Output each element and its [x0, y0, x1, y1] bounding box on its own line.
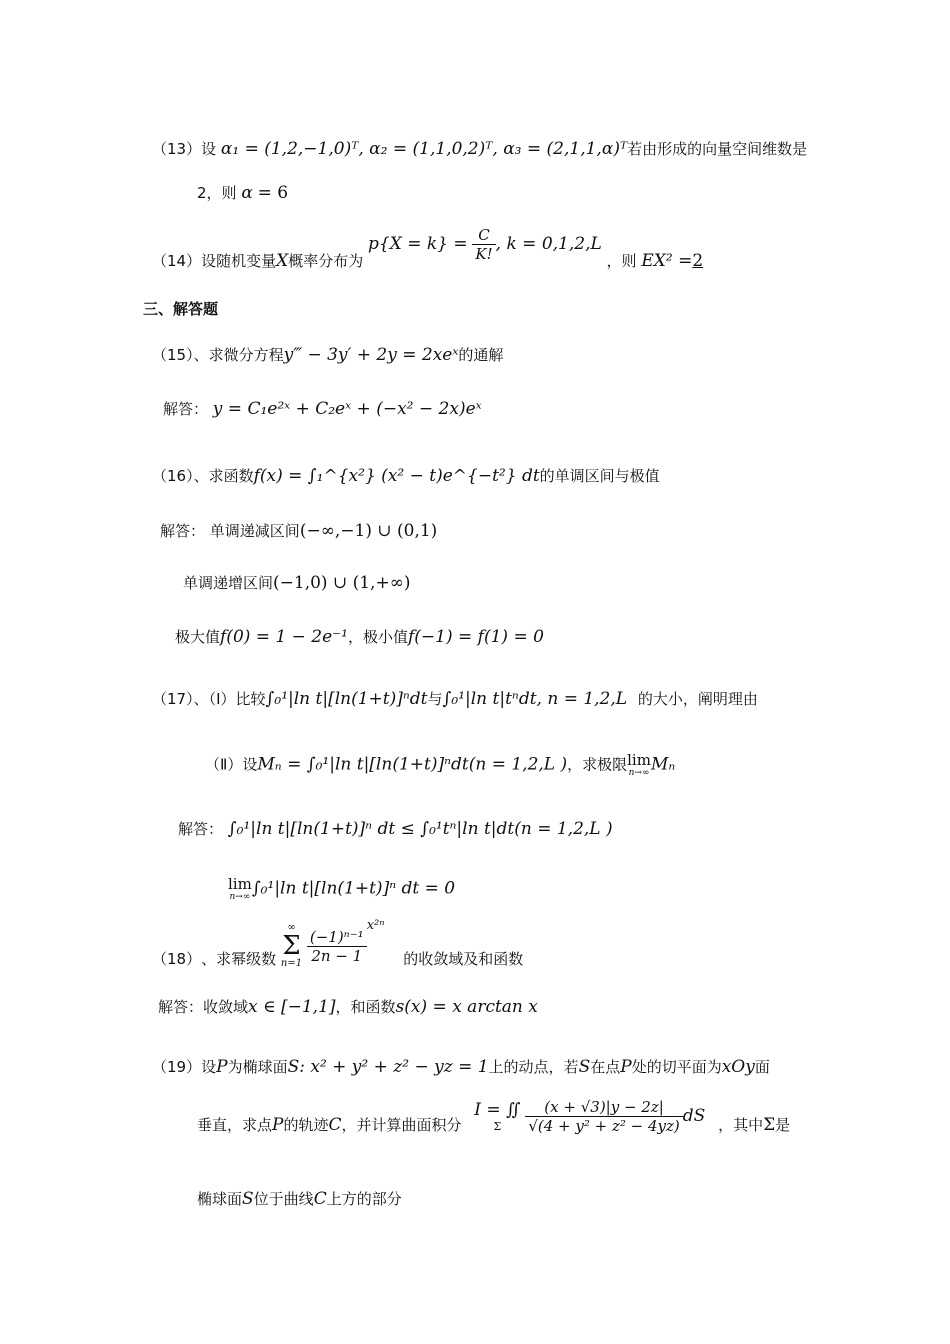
- q19-text-6: 的轨迹: [283, 1116, 329, 1134]
- q13-answer-value: = 6: [257, 183, 289, 203]
- q17-line1: [152, 688, 758, 709]
- q15-line: [152, 344, 503, 365]
- q19-line3: [197, 1188, 402, 1209]
- solution-label: 解答：: [178, 820, 224, 838]
- q14-lead: 设随机变量: [201, 252, 277, 270]
- q15-tail: 的通解: [458, 346, 504, 364]
- q19-integral: [474, 1098, 705, 1135]
- q15-solution: [163, 398, 482, 419]
- q19-point: P: [272, 1115, 284, 1135]
- q19-S: S: [242, 1189, 254, 1209]
- q17-integral-1: ∫₀¹|ln t|[ln(1+t)]ⁿdt: [265, 689, 428, 709]
- q13-answer-var: α: [241, 183, 253, 203]
- q13-line1: [152, 138, 807, 159]
- question-number: （19）: [152, 1058, 202, 1076]
- q18-line: [152, 918, 523, 969]
- solution-label: 解答：: [160, 522, 206, 540]
- q19-curve: C: [313, 1189, 327, 1209]
- q17-tail: 的大小，阐明理由: [637, 690, 758, 708]
- q17-part2-tail: ，求极限: [567, 755, 628, 774]
- q19-text-7: ，并计算曲面积分: [341, 1116, 462, 1134]
- question-number: （13）: [152, 140, 202, 158]
- q19-plane: xOy: [721, 1057, 755, 1077]
- q16-max-label: 极大值: [175, 628, 221, 646]
- q19-line2-pre: 垂直，求点: [197, 1116, 273, 1134]
- q13-line2-pre: 2，则: [197, 184, 237, 202]
- q17-and: 与: [427, 690, 443, 708]
- q19-line2: [197, 1098, 790, 1135]
- q19-sigma: Σ: [763, 1115, 776, 1135]
- q16-inc: [183, 572, 411, 593]
- q19-text-2: 上的动点，若: [488, 1058, 579, 1076]
- q19-line3-pre: 椭球面: [197, 1190, 243, 1208]
- q14-var: X: [276, 251, 289, 271]
- q18-tail: 的收敛域及和函数: [403, 950, 524, 968]
- q17-part2-math: Mₙ = ∫₀¹|ln t|[ln(1+t)]ⁿdt(n = 1,2,L ): [257, 754, 568, 775]
- q17-line2: [205, 752, 675, 778]
- q13-tail: 若由形成的向量空间维数是: [627, 140, 808, 158]
- q18-power: x²ⁿ: [366, 918, 385, 933]
- q19-lead: 设: [201, 1058, 217, 1076]
- q17-limit-var: Mₙ: [650, 754, 676, 775]
- q19-dS: dS: [682, 1106, 706, 1126]
- q13-line2: [197, 182, 288, 203]
- q17-sol1: [178, 818, 613, 839]
- q16-inc-value: (−1,0) ∪ (1,+∞): [273, 573, 411, 593]
- q19-text-11: 上方的部分: [326, 1190, 402, 1208]
- q16-tail: 的单调区间与极值: [539, 467, 660, 485]
- q17-lead: 、（Ⅰ）比较: [193, 690, 266, 708]
- q14-line: [152, 226, 703, 271]
- q19-S: S: [578, 1057, 591, 1077]
- solution-label: 解答：: [163, 400, 209, 418]
- q16-min-value: f(−1) = f(1) = 0: [408, 627, 544, 647]
- q18-lead: 、求幂级数: [201, 950, 277, 968]
- q16-dec-value: (−∞,−1) ∪ (0,1): [299, 521, 438, 541]
- q17-solution-1: ∫₀¹|ln t|[ln(1+t)]ⁿ dt ≤ ∫₀¹tⁿ|ln t|dt(n = 1,2,L ): [227, 819, 613, 839]
- q16-max-value: f(0) = 1 − 2e⁻¹: [220, 627, 348, 647]
- q19-integral-sub: Σ: [493, 1120, 502, 1133]
- solution-label: 解答：收敛域: [158, 998, 249, 1016]
- q15-solution-math: y = C₁e²ˣ + C₂eˣ + (−x² − 2x)eˣ: [212, 399, 482, 419]
- question-number: （14）: [152, 252, 202, 270]
- q16-min-label: ，极小值: [347, 628, 408, 646]
- q18-sum-symbol: ∞ Σ n=1: [280, 922, 303, 969]
- q18-fraction: $\frac{\text{(−1)ⁿ⁻¹}}{2n - 1}$: [307, 928, 367, 965]
- q14-answer-value: 2: [692, 251, 704, 271]
- q17-solution-2: ∫₀¹|ln t|[ln(1+t)]ⁿ dt = 0: [251, 878, 456, 899]
- q17-limit: lim n→∞: [627, 751, 651, 778]
- q14-math-left: p{X = k} =: [368, 234, 468, 254]
- q16-dec: [160, 520, 437, 541]
- section-heading: 三、解答题: [143, 300, 219, 318]
- q17-sol-limit: lim n→∞: [228, 875, 252, 902]
- q15-equation: y‴ − 3y′ + 2y = 2xeˣ: [283, 345, 459, 365]
- q17-sol2: [228, 876, 455, 902]
- q19-line1: [152, 1056, 770, 1077]
- q19-integrand: $\frac{(x + √3)|y - 2z|}{\text{√(4 + y² + z² − 4yz)}}$: [525, 1098, 682, 1135]
- q18-sum-function: s(x) = x arctan x: [395, 997, 538, 1017]
- q13-lead: 设: [201, 140, 217, 158]
- q14-mid: 概率分布为: [288, 252, 364, 270]
- question-number: （15）: [152, 346, 194, 364]
- q16-line: [152, 465, 660, 486]
- q15-lead: 、求微分方程: [193, 346, 284, 364]
- q19-text-5: 面: [754, 1058, 770, 1076]
- q19-curve: C: [328, 1115, 342, 1135]
- q18-domain: x ∈ [−1,1]: [248, 997, 336, 1017]
- q19-text-1: 为椭球面: [227, 1058, 288, 1076]
- q17-integral-2: ∫₀¹|ln t|tⁿdt, n = 1,2,L: [442, 689, 628, 709]
- q19-text-3: 在点: [590, 1058, 621, 1076]
- question-number: （17）: [152, 690, 194, 708]
- q19-integral-lhs: I = ∬: [474, 1100, 521, 1120]
- q19-point: P: [216, 1057, 228, 1077]
- question-number: （18）: [152, 950, 202, 968]
- q18-solution: [158, 996, 538, 1017]
- q14-math-right: , k = 0,1,2,L: [495, 234, 602, 254]
- q14-answer-expr: EX² =: [641, 251, 693, 271]
- q19-text-8: ，其中: [718, 1116, 764, 1134]
- q19-text-4: 处的切平面为: [631, 1058, 722, 1076]
- q19-point: P: [620, 1057, 632, 1077]
- q14-fraction: $\frac{C}{K!}$: [472, 226, 495, 263]
- q14-tail: ，则: [606, 252, 637, 270]
- q19-surface: S: x² + y² + z² − yz = 1: [287, 1057, 489, 1077]
- q16-function: f(x) = ∫₁^{x²} (x² − t)e^{−t²} dt: [253, 466, 540, 486]
- q19-text-10: 位于曲线: [253, 1190, 314, 1208]
- q16-extrema: [175, 626, 544, 647]
- question-number: （16）: [152, 467, 194, 485]
- q16-dec-label: 单调递减区间: [209, 522, 300, 540]
- q16-lead: 、求函数: [193, 467, 254, 485]
- q19-text-9: 是: [775, 1116, 791, 1134]
- q17-part2-label: （Ⅱ）设: [205, 755, 258, 774]
- q16-inc-label: 单调递增区间: [183, 574, 274, 592]
- q13-vectors: α₁ = (1,2,−1,0)ᵀ, α₂ = (1,1,0,2)ᵀ, α₃ = (2,1,1,α)ᵀ: [220, 139, 628, 159]
- q18-mid: ，和函数: [335, 998, 396, 1016]
